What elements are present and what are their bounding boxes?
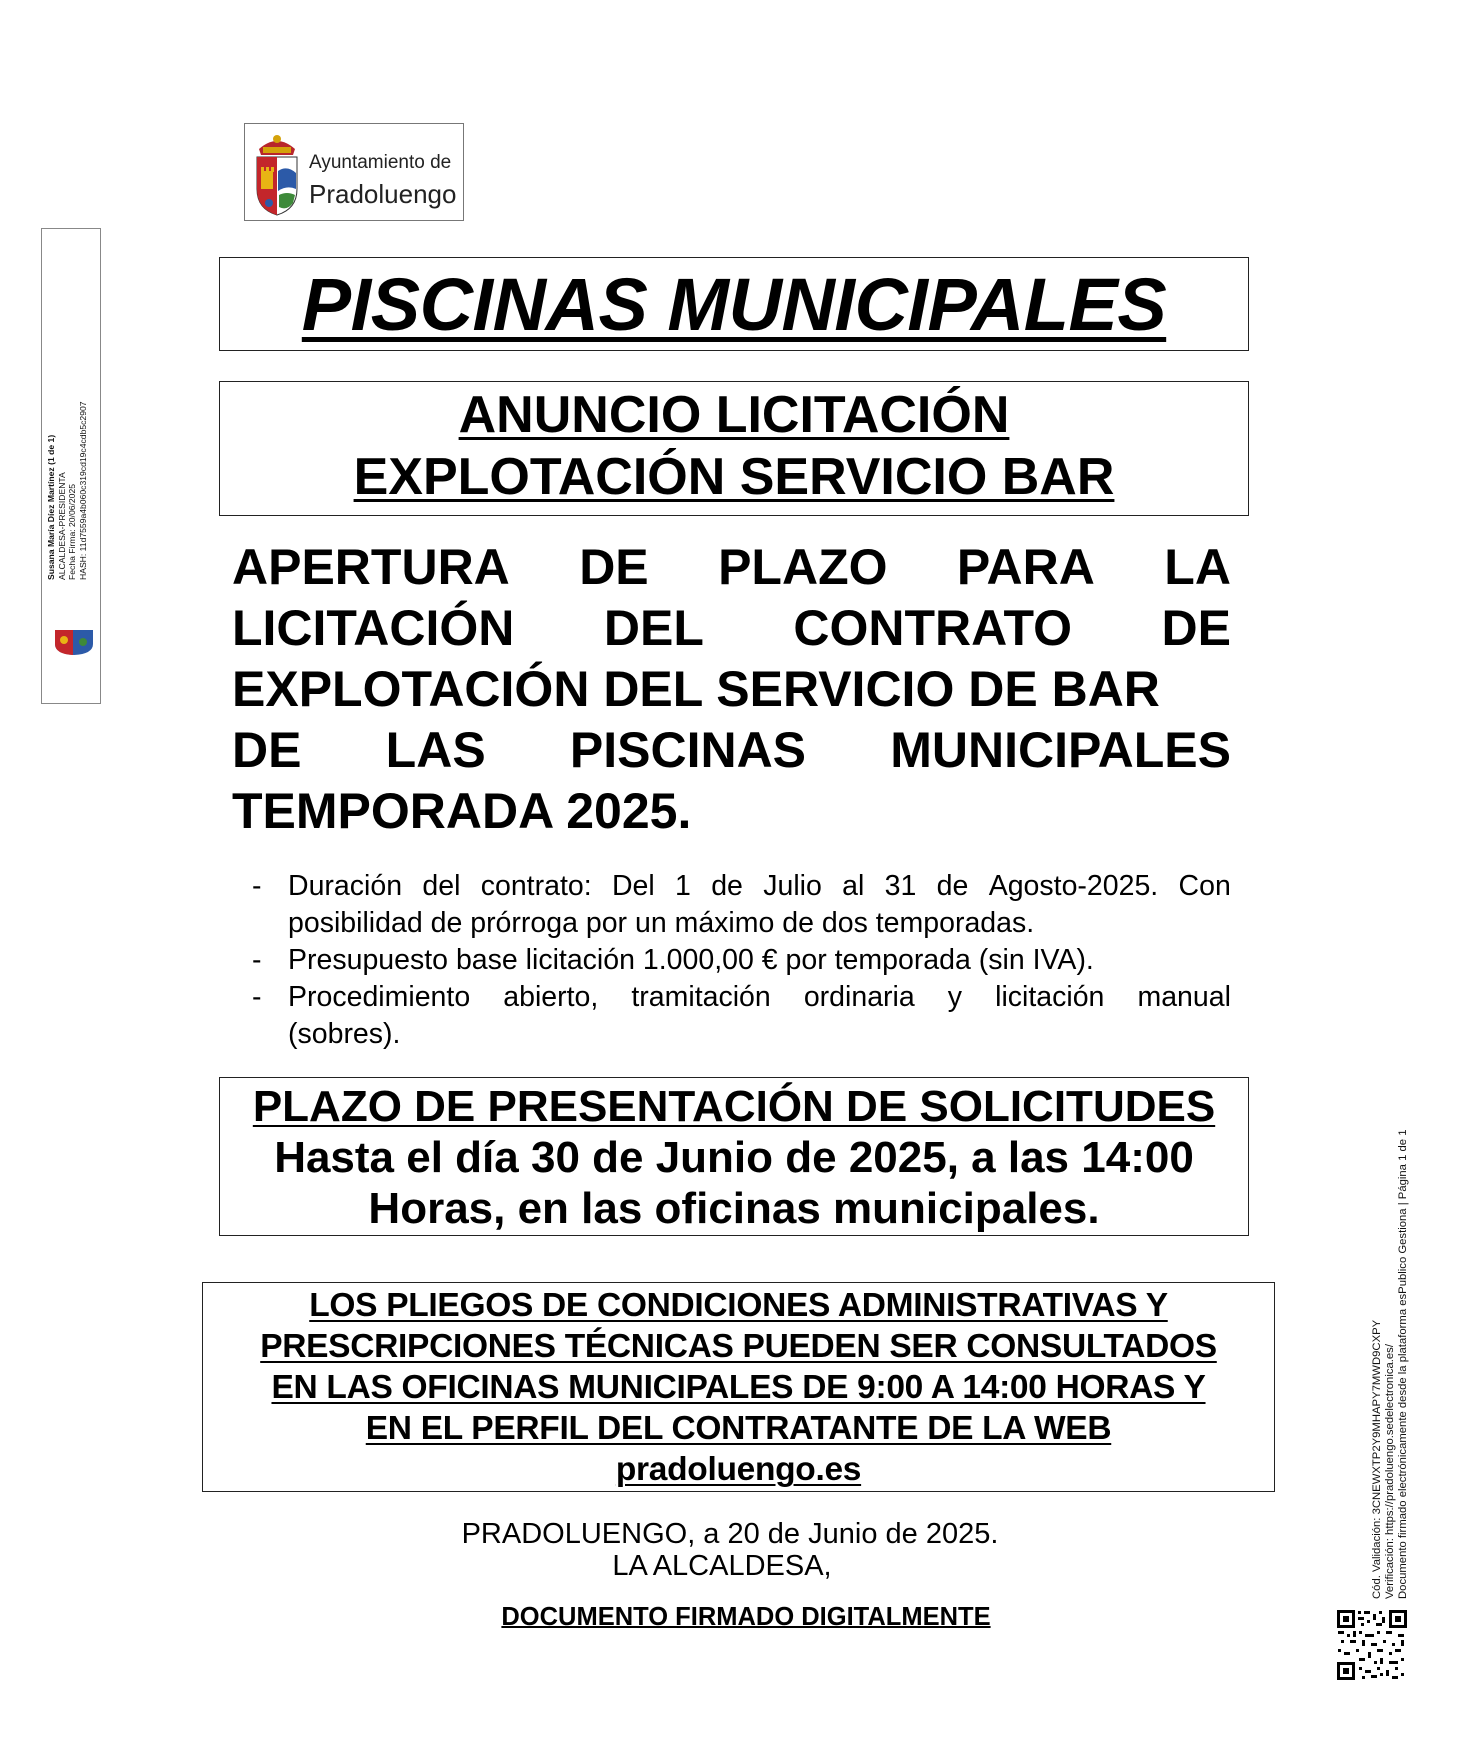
word: LICITACIÓN — [232, 600, 515, 656]
signature-text — [46, 350, 94, 580]
announcement-line5: TEMPORADA 2025. — [232, 783, 692, 839]
word: Julio — [763, 870, 822, 902]
platform-note: Documento firmado electrónicamente desde la plataforma esPublico Gestiona | Página 1 de 1 — [1397, 1129, 1409, 1599]
page-title: PISCINAS MUNICIPALES — [301, 263, 1167, 346]
signature-seal-icon — [49, 626, 99, 656]
word: Duración — [288, 870, 403, 902]
signer-name: Susana María Díez Martínez (1 de 1) — [46, 434, 56, 580]
word: DE — [579, 539, 649, 595]
word: del — [422, 870, 461, 902]
word: de — [711, 870, 743, 902]
list-item — [252, 868, 1231, 942]
word: PARA — [956, 539, 1095, 595]
deadline-box — [219, 1077, 1249, 1236]
word: DE — [1161, 600, 1231, 656]
title-box — [219, 257, 1249, 351]
signer-title — [0, 1550, 1476, 1583]
word: MUNICIPALES — [890, 722, 1231, 778]
bullet-dash: - — [252, 870, 262, 902]
consult-line2: PRESCRIPCIONES TÉCNICAS PUEDEN SER CONSULTADOS — [260, 1328, 1217, 1365]
announcement-line3: EXPLOTACIÓN DEL SERVICIO DE BAR — [232, 661, 1160, 717]
bullet-line: (sobres). — [288, 1018, 401, 1050]
bullet-line: posibilidad de prórroga por un máximo de dos temporadas. — [288, 907, 1035, 939]
deadline-place: Horas, en las oficinas municipales. — [368, 1184, 1100, 1233]
list-item — [252, 942, 1231, 979]
word: Del — [611, 870, 655, 902]
subtitle-box — [219, 381, 1249, 516]
word: ordinaria — [803, 981, 915, 1013]
word: LAS — [385, 722, 486, 778]
word: 1 — [675, 870, 691, 902]
subtitle-line2: EXPLOTACIÓN SERVICIO BAR — [353, 448, 1115, 506]
word: APERTURA — [232, 539, 510, 595]
word: PLAZO — [718, 539, 888, 595]
signature-hash: HASH: 11d7559a4b060c319cd19c4cdb5c2907 — [77, 401, 88, 580]
conditions-list — [252, 868, 1231, 1053]
word: tramitación — [631, 981, 771, 1013]
validation-code: Cód. Validación: 3CNEWXTP2Y9MHAPY7MWD9CXPY — [1371, 1319, 1383, 1599]
logo-text-line1: Ayuntamiento de — [309, 152, 452, 173]
verification-url[interactable]: Verificación: https://pradoluengo.sedelectronica.es/ — [1384, 1344, 1396, 1599]
coat-of-arms-icon — [251, 129, 303, 217]
word: 31 — [884, 870, 917, 902]
word: Procedimiento — [288, 981, 471, 1013]
place-date — [0, 1518, 1476, 1551]
signer-role: ALCALDESA-PRESIDENTA — [56, 472, 67, 580]
bullet-dash: - — [252, 981, 262, 1013]
place-date-text: PRADOLUENGO, a 20 de Junio de 2025. — [461, 1518, 999, 1550]
bullet-line — [288, 868, 1231, 905]
subtitle-line1: ANUNCIO LICITACIÓN — [458, 386, 1010, 444]
announcement-line2 — [232, 598, 1231, 659]
word: al — [842, 870, 865, 902]
word: manual — [1137, 981, 1231, 1013]
verification-text — [1371, 1079, 1415, 1599]
word: Agosto-2025. — [988, 870, 1159, 902]
municipal-logo — [244, 123, 464, 221]
word: Con — [1178, 870, 1231, 902]
word: y — [947, 981, 963, 1013]
consult-line3: EN LAS OFICINAS MUNICIPALES DE 9:00 A 14:00 HORAS Y — [271, 1369, 1206, 1406]
list-item — [252, 979, 1231, 1053]
word: LA — [1164, 539, 1231, 595]
announcement-line4 — [232, 720, 1231, 781]
digital-signature-note — [0, 1603, 1476, 1632]
digital-signature-text: DOCUMENTO FIRMADO DIGITALMENTE — [501, 1603, 991, 1631]
deadline-date: Hasta el día 30 de Junio de 2025, a las 14:00 — [274, 1133, 1194, 1182]
deadline-heading: PLAZO DE PRESENTACIÓN DE SOLICITUDES — [252, 1082, 1216, 1131]
announcement-line1 — [232, 537, 1231, 598]
consultation-box — [202, 1282, 1275, 1492]
website-link[interactable]: pradoluengo.es — [615, 1451, 862, 1488]
bullet-line: Presupuesto base licitación 1.000,00 € por temporada (sin IVA). — [288, 944, 1094, 976]
bullet-dash: - — [252, 944, 262, 976]
qr-code-icon[interactable] — [1336, 1609, 1408, 1681]
word: PISCINAS — [569, 722, 807, 778]
word: licitación — [995, 981, 1105, 1013]
word: CONTRATO — [793, 600, 1073, 656]
consult-line1: LOS PLIEGOS DE CONDICIONES ADMINISTRATIVAS Y — [309, 1287, 1168, 1324]
word: abierto, — [503, 981, 599, 1013]
logo-text-line2: Pradoluengo — [309, 179, 457, 209]
signature-date: Fecha Firma: 20/06/2025 — [67, 483, 77, 580]
announcement-text — [232, 537, 1231, 842]
word: de — [936, 870, 969, 902]
word: DE — [232, 722, 302, 778]
word: DEL — [603, 600, 704, 656]
signer-title-text: LA ALCALDESA, — [612, 1550, 832, 1582]
bullet-line — [288, 979, 1231, 1016]
consult-line4: EN EL PERFIL DEL CONTRATANTE DE LA WEB — [365, 1410, 1112, 1447]
word: contrato: — [480, 870, 592, 902]
